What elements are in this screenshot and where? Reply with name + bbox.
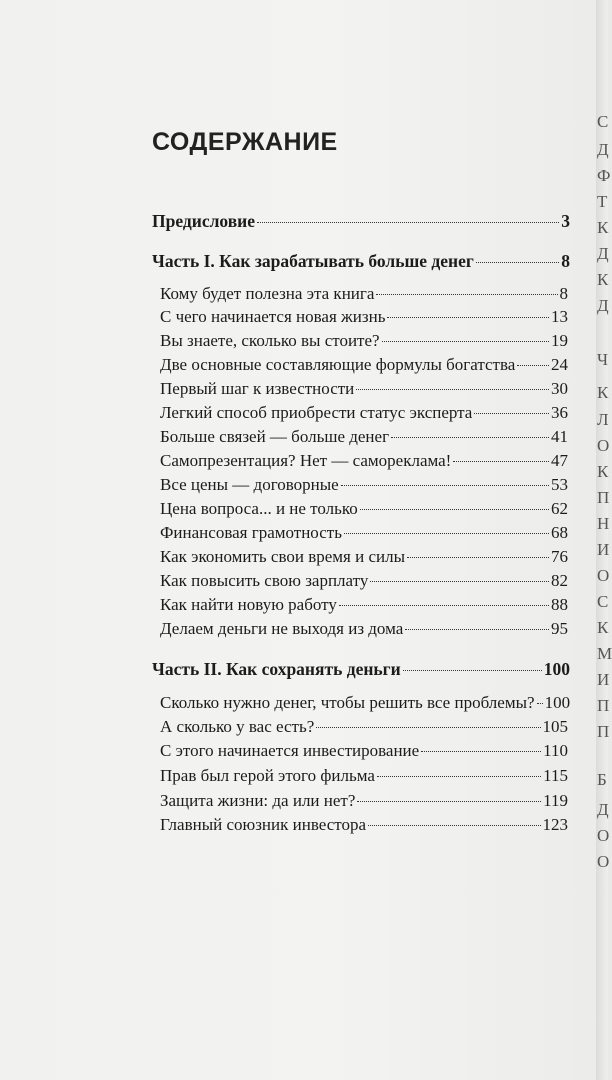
toc-entry	[160, 306, 568, 328]
toc-entry-label: Часть I. Как зарабатывать больше денег	[152, 251, 474, 271]
toc-page-number: 8	[561, 251, 570, 271]
toc-entry-label: Цена вопроса... и не только	[160, 499, 358, 518]
leader-dots	[405, 629, 549, 630]
toc-entry-label: Как экономить свои время и силы	[160, 547, 406, 566]
adjacent-page-glyph: П	[597, 488, 610, 507]
toc-page-number: 62	[551, 499, 568, 518]
toc-entry-label: С чего начинается новая жизнь	[160, 307, 386, 326]
toc-entry	[160, 594, 568, 616]
adjacent-page-glyph: С	[597, 592, 609, 611]
toc-page-number: 119	[543, 791, 568, 810]
adjacent-page-glyph: Н	[597, 514, 610, 533]
toc-entry	[160, 522, 568, 544]
toc-entry	[160, 765, 568, 787]
toc-part-heading	[152, 250, 570, 272]
toc-entry-label: Больше связей — больше денег	[160, 427, 390, 446]
page-title: СОДЕРЖАНИЕ	[152, 128, 338, 156]
leader-dots	[407, 557, 549, 558]
toc-page-number: 13	[551, 307, 568, 326]
toc-entry-label: Как повысить свою зарплату	[160, 571, 369, 590]
adjacent-page-glyph: И	[597, 670, 610, 689]
leader-dots	[360, 509, 549, 510]
toc-page-number: 30	[551, 379, 568, 398]
toc-entry-label: Прав был герой этого фильма	[160, 766, 375, 785]
adjacent-page-glyph: Д	[597, 800, 609, 819]
toc-entry	[160, 570, 568, 592]
toc-entry-label: Главный союзник инвестора	[160, 815, 367, 834]
leader-dots	[257, 222, 559, 223]
leader-dots	[391, 437, 549, 438]
toc-page-number: 115	[543, 766, 568, 785]
adjacent-page-glyph: Д	[597, 140, 609, 159]
toc-entry-label: А сколько у вас есть?	[160, 717, 315, 736]
leader-dots	[453, 461, 549, 462]
toc-page-number: 68	[551, 523, 568, 542]
leader-dots	[357, 801, 541, 802]
adjacent-page-glyph: К	[597, 618, 609, 637]
toc-page-number: 105	[542, 717, 568, 736]
adjacent-page-glyph: Ф	[597, 166, 611, 185]
leader-dots	[403, 670, 542, 671]
adjacent-page-glyph: Л	[597, 410, 609, 429]
adjacent-page-glyph: П	[597, 722, 610, 741]
toc-page-number: 100	[543, 659, 570, 679]
adjacent-page-glyph: О	[597, 566, 610, 585]
toc-page-number: 19	[551, 331, 568, 350]
toc-entry-label: Первый шаг к известности	[160, 379, 355, 398]
toc-page-number: 123	[542, 815, 568, 834]
toc-page-number: 82	[551, 571, 568, 590]
toc-entry-label: Финансовая грамотность	[160, 523, 342, 542]
toc-entry	[160, 498, 568, 520]
leader-dots	[356, 389, 549, 390]
leader-dots	[537, 703, 543, 704]
adjacent-page-glyph: О	[597, 436, 610, 455]
toc-page-number: 76	[551, 547, 568, 566]
toc-entry-label: Делаем деньги не выходя из дома	[160, 619, 404, 638]
adjacent-page-glyph: К	[597, 383, 609, 402]
toc-page-number: 8	[559, 284, 568, 303]
toc-entry-label: Часть II. Как сохранять деньги	[152, 659, 401, 679]
leader-dots	[344, 533, 549, 534]
toc-page-number: 36	[551, 403, 568, 422]
toc-entry	[160, 330, 568, 352]
adjacent-page-glyph: К	[597, 270, 609, 289]
leader-dots	[316, 727, 540, 728]
leader-dots	[476, 262, 559, 263]
adjacent-page-edge	[596, 0, 612, 1080]
leader-dots	[370, 581, 549, 582]
toc-entry-label: Легкий способ приобрести статус эксперта	[160, 403, 473, 422]
toc-entry-label: Самопрезентация? Нет — самореклама!	[160, 451, 452, 470]
adjacent-page-glyph: О	[597, 852, 610, 871]
toc-entry-label: Все цены — договорные	[160, 475, 339, 494]
adjacent-page-glyph: М	[597, 644, 612, 663]
adjacent-page-glyph: И	[597, 540, 610, 559]
leader-dots	[341, 485, 549, 486]
toc-part-heading	[152, 658, 570, 680]
leader-dots	[474, 413, 549, 414]
toc-entry-label: Защита жизни: да или нет?	[160, 791, 356, 810]
toc-entry-label: Две основные составляющие формулы богатства	[160, 355, 516, 374]
toc-entry	[160, 474, 568, 496]
toc-page-number: 88	[551, 595, 568, 614]
toc-entry	[160, 546, 568, 568]
toc-entry	[160, 618, 568, 640]
adjacent-page-glyph: О	[597, 826, 610, 845]
toc-part-heading	[152, 210, 570, 232]
toc-entry	[160, 716, 568, 738]
adjacent-page-glyph: К	[597, 218, 609, 237]
toc-page-number: 110	[543, 741, 568, 760]
leader-dots	[382, 341, 549, 342]
toc-entry	[160, 426, 568, 448]
toc-entry-label: Предисловие	[152, 211, 256, 231]
leader-dots	[421, 751, 541, 752]
toc-entry-label: Кому будет полезна эта книга	[160, 284, 375, 303]
toc-page-number: 53	[551, 475, 568, 494]
toc-page-number: 95	[551, 619, 568, 638]
toc-page-number: 3	[561, 211, 570, 231]
toc-page-number: 100	[544, 693, 571, 712]
adjacent-page-glyph: Т	[597, 192, 608, 211]
adjacent-page-glyph: П	[597, 696, 610, 715]
adjacent-page-glyph: Д	[597, 244, 609, 263]
toc-page-number: 24	[551, 355, 568, 374]
leader-dots	[387, 317, 549, 318]
adjacent-page-glyph: Б	[597, 770, 607, 789]
toc-entry	[160, 450, 568, 472]
leader-dots	[377, 776, 541, 777]
adjacent-page-glyph: К	[597, 462, 609, 481]
toc-entry	[160, 354, 568, 376]
adjacent-page-glyph: С	[597, 112, 609, 131]
toc-page-number: 47	[551, 451, 568, 470]
toc-entry	[160, 692, 571, 714]
toc-entry	[160, 402, 568, 424]
toc-entry	[160, 740, 568, 762]
toc-entry-label: С этого начинается инвестирование	[160, 741, 420, 760]
adjacent-page-glyph: Ч	[597, 350, 609, 369]
adjacent-page-glyph: Д	[597, 296, 609, 315]
toc-entry	[160, 283, 568, 305]
leader-dots	[339, 605, 549, 606]
toc-entry	[160, 814, 568, 836]
toc-entry-label: Сколько нужно денег, чтобы решить все проблемы?	[160, 693, 535, 712]
toc-entry	[160, 790, 568, 812]
leader-dots	[368, 825, 540, 826]
toc-entry	[160, 378, 568, 400]
toc-page-number: 41	[551, 427, 568, 446]
toc-entry-label: Вы знаете, сколько вы стоите?	[160, 331, 380, 350]
leader-dots	[376, 294, 557, 295]
leader-dots	[517, 365, 549, 366]
toc-entry-label: Как найти новую работу	[160, 595, 337, 614]
